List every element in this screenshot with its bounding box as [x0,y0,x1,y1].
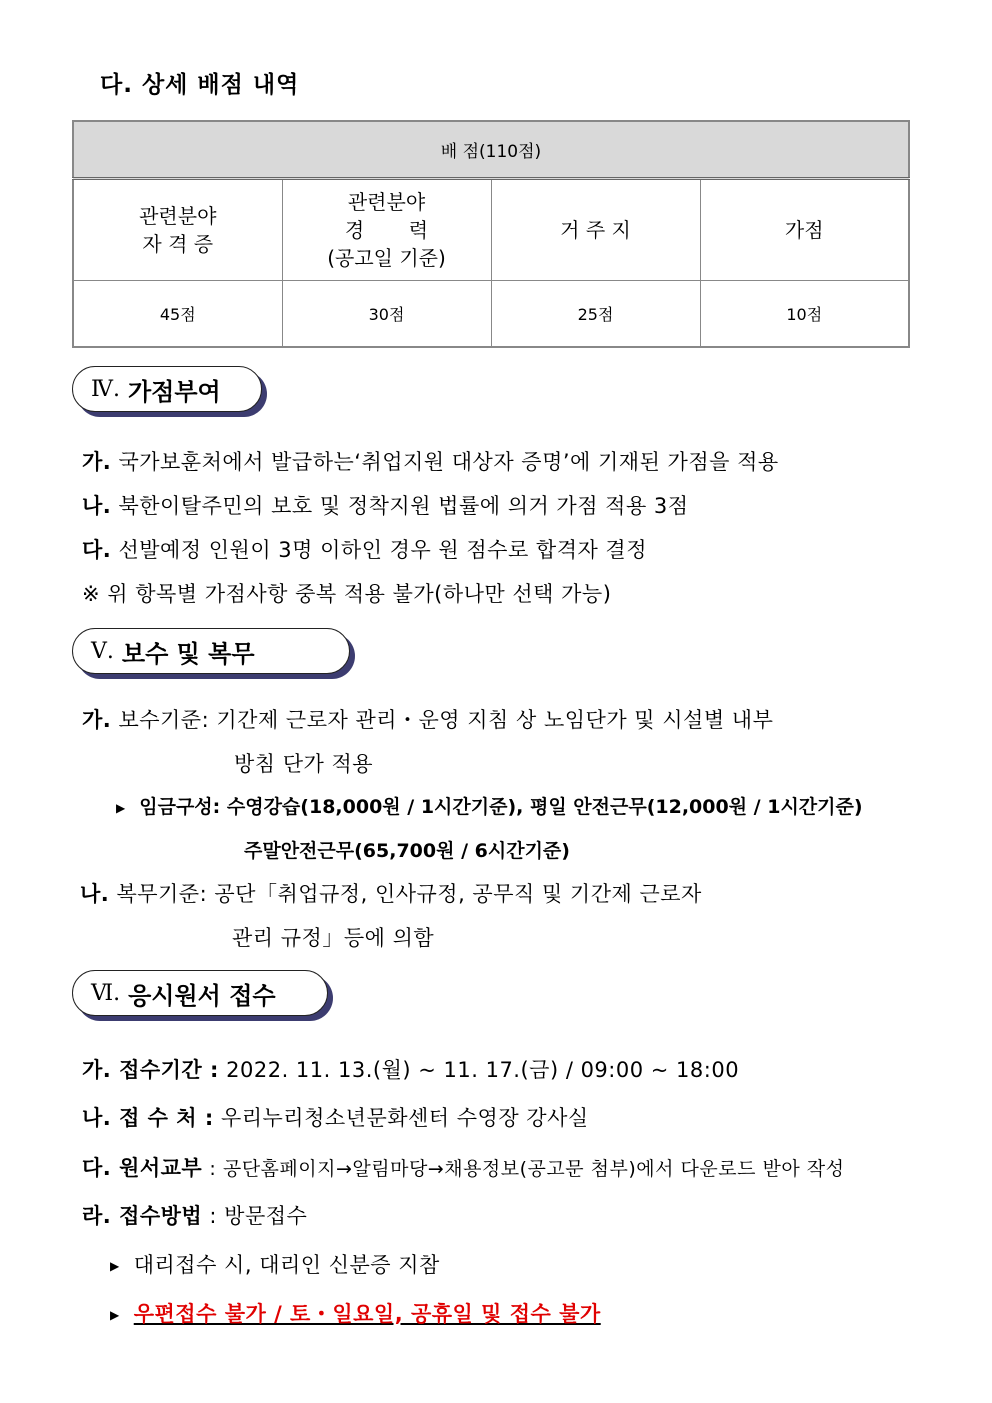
section-heading-pay: Ⅴ. 보수 및 복무 [72,628,350,674]
apply-place: 나. 접 수 처 : 우리누리청소년문화센터 수영장 강사실 [82,1106,589,1130]
col-residence: 거 주 지 [491,179,700,281]
value-certificate: 45점 [73,281,282,348]
pay-item-ga: 가. 보수기준: 기간제 근로자 관리・운영 지침 상 노임단가 및 시설별 내부 [82,708,774,732]
triangle-bullet-icon: ▶ [110,1259,120,1273]
apply-bullet-proxy: ▶ 대리접수 시, 대리인 신분증 지참 [110,1253,440,1277]
score-table [72,120,910,348]
col-bonus: 가점 [700,179,909,281]
bonus-item-na: 나. 북한이탈주민의 보호 및 정착지원 법률에 의거 가점 적용 3점 [82,494,689,518]
value-residence: 25점 [491,281,700,348]
apply-period: 가. 접수기간 : 2022. 11. 13.(월) ~ 11. 17.(금) / 09:00 ~ 18:00 [82,1058,740,1082]
bonus-item-ga: 가. 국가보훈처에서 발급하는‘취업지원 대상자 증명’에 기재된 가점을 적용 [82,450,779,474]
value-experience: 30점 [282,281,491,348]
value-bonus: 10점 [700,281,909,348]
col-experience: 관련분야 경 력 (공고일 기준) [282,179,491,281]
col-certificate: 관련분야 자 격 증 [73,179,282,281]
section-heading-bonus: Ⅳ. 가점부여 [72,366,262,412]
apply-method: 라. 접수방법 : 방문접수 [82,1204,308,1228]
wage-composition-cont: 주말안전근무(65,700원 / 6시간기준) [244,840,570,862]
section-subheading: 다. 상세 배점 내역 [100,72,300,98]
triangle-bullet-icon: ▶ [116,800,126,815]
pay-item-na: 나. 복무기준: 공단「취업규정, 인사규정, 공무직 및 기간제 근로자 [80,882,702,906]
wage-composition: ▶ 임금구성: 수영강습(18,000원 / 1시간기준), 평일 안전근무(12,000원 / 1시간기준) [116,796,863,818]
triangle-bullet-icon: ▶ [110,1308,120,1322]
pay-item-na-cont: 관리 규정」등에 의함 [232,926,435,950]
score-table-header: 배 점(110점) [73,121,909,179]
bonus-note: ※ 위 항목별 가점사항 중복 적용 불가(하나만 선택 가능) [82,582,612,606]
apply-form: 다. 원서교부 : 공단홈페이지→알림마당→채용정보(공고문 첨부)에서 다운로드 받아 작성 [82,1156,845,1180]
section-heading-apply: Ⅵ. 응시원서 접수 [72,970,328,1016]
apply-bullet-warning: ▶ 우편접수 불가 / 토・일요일, 공휴일 및 접수 불가 [110,1302,601,1326]
pay-item-ga-cont: 방침 단가 적용 [234,752,374,776]
bonus-item-da: 다. 선발예정 인원이 3명 이하인 경우 원 점수로 합격자 결정 [82,538,648,562]
